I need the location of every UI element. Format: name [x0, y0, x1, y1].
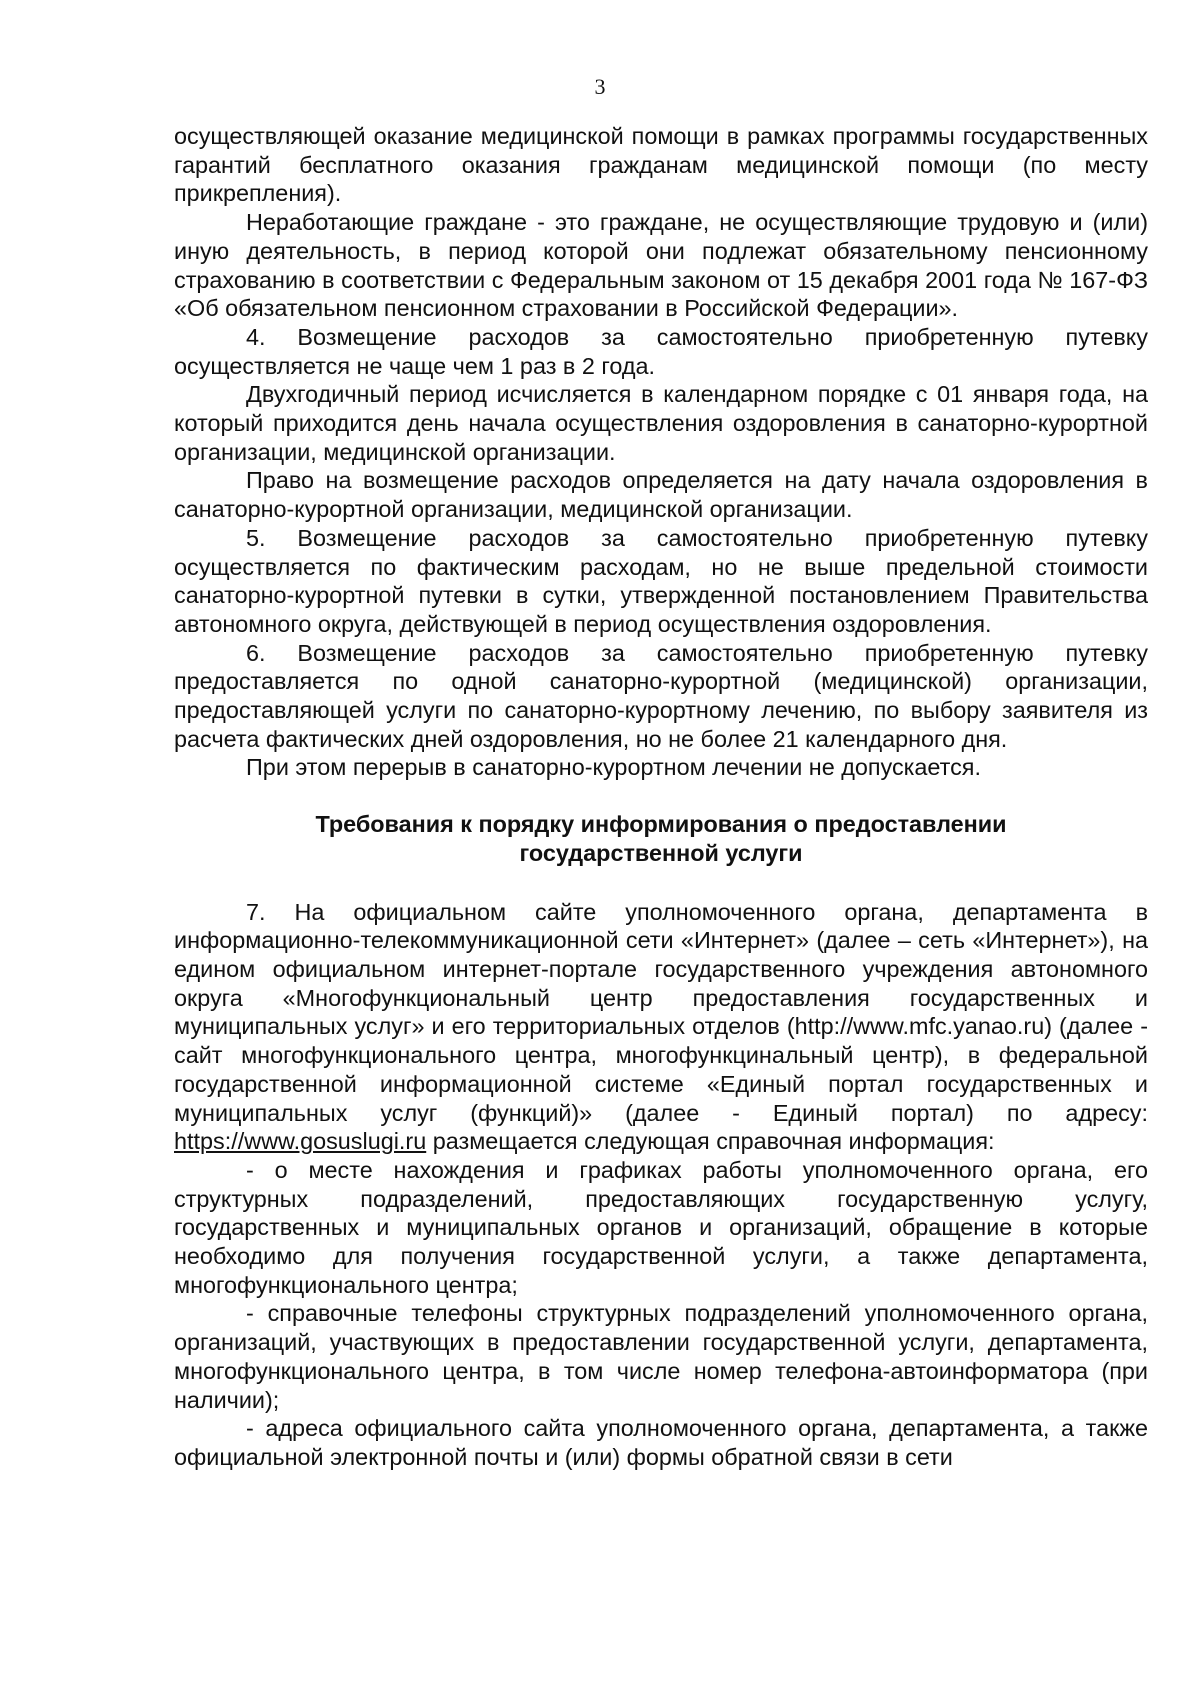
paragraph-item-6: 6. Возмещение расходов за самостоятельно приобретенную путевку предоставляется по одной санаторно-курортной (медицинской) организации, предоставляющей услуги по санаторно-курортному лечению, по выбору заявителя из расчета фактических дней оздоровления, но не более 21 календарного дня. — [174, 639, 1148, 752]
paragraph-no-break: При этом перерыв в санаторно-курортном лечении не допускается. — [246, 754, 981, 781]
list-item-location: - о месте нахождения и графиках работы уполномоченного органа, его структурных подразделений, предоставляющих государственную услугу, государственных и муниципальных органов и организаций, обращение в которые необходимо для получения государственной услуги, а также департамента, многофункционального центра; — [174, 1156, 1148, 1298]
paragraph-unemployed-definition: Неработающие граждане - это граждане, не осуществляющие трудовую и (или) иную деятельность, в период которой они подлежат обязательному пенсионному страхованию в соответствии с Федеральным законом от 15 декабря 2001 года № 167-ФЗ «Об обязательном пенсионном страховании в Российской Федерации». — [174, 209, 1148, 322]
paragraph-two-year-period: Двухгодичный период исчисляется в календарном порядке с 01 января года, на который приходится день начала осуществления оздоровления в санаторно-курортной организации, медицинской организации. — [174, 381, 1148, 465]
paragraph-item-4: 4. Возмещение расходов за самостоятельно приобретенную путевку осуществляется не чаще чем 1 раз в 2 года. — [174, 323, 1148, 379]
paragraph-right-to-reimbursement: Право на возмещение расходов определяется на дату начала оздоровления в санаторно-курортной организации, медицинской организации. — [174, 467, 1148, 523]
list-item-addresses: - адреса официального сайта уполномоченного органа, департамента, а также официальной электронной почты и (или) формы обратной связи в сети — [174, 1415, 1148, 1470]
gosuslugi-link[interactable]: https://www.gosuslugi.ru — [174, 1128, 427, 1155]
page-number: 3 — [594, 74, 606, 99]
paragraph-item-5: 5. Возмещение расходов за самостоятельно приобретенную путевку осуществляется по фактическим расходам, но не выше предельной стоимости санаторно-курортной путевки в сутки, утвержденной постановлением Правительства автономного округа, действующей в период осуществления оздоровления. — [174, 524, 1148, 637]
paragraph-continuation: осуществляющей оказание медицинской помощи в рамках программы государственных гарантий бесплатного оказания гражданам медицинской помощи (по месту прикрепления). — [174, 123, 1148, 207]
list-item-phones: - справочные телефоны структурных подразделений уполномоченного органа, организаций, участвующих в предоставлении государственной услуги, департамента, многофункционального центра, в том числе номер телефона-автоинформатора (при наличии); — [174, 1300, 1148, 1413]
section-heading: Требования к порядку информирования о предоставлении государственной услуги — [315, 811, 1007, 866]
document-body — [174, 122, 1148, 1472]
paragraph-item-7 — [174, 898, 1148, 1156]
item-7-text: 7. На официальном сайте уполномоченного органа, департамента в информационно-телекоммуникационной сети «Интернет» (далее – сеть «Интернет»), на едином официальном интернет-портале государственного учреждения автономного округа «Многофункциональный центр предоставления государственных и муниципальных услуг» и его территориальных отделов (http://www.mfc.yanao.ru) (далее - сайт многофункционального центра, многофункцинальный центр), в федеральной государственной информационной системе «Единый портал государственных и муниципальных услуг (функций)» (далее - Единый портал) по адресу: — [174, 898, 1148, 1126]
item-7-text-end: размещается следующая справочная информация: — [426, 1128, 995, 1155]
